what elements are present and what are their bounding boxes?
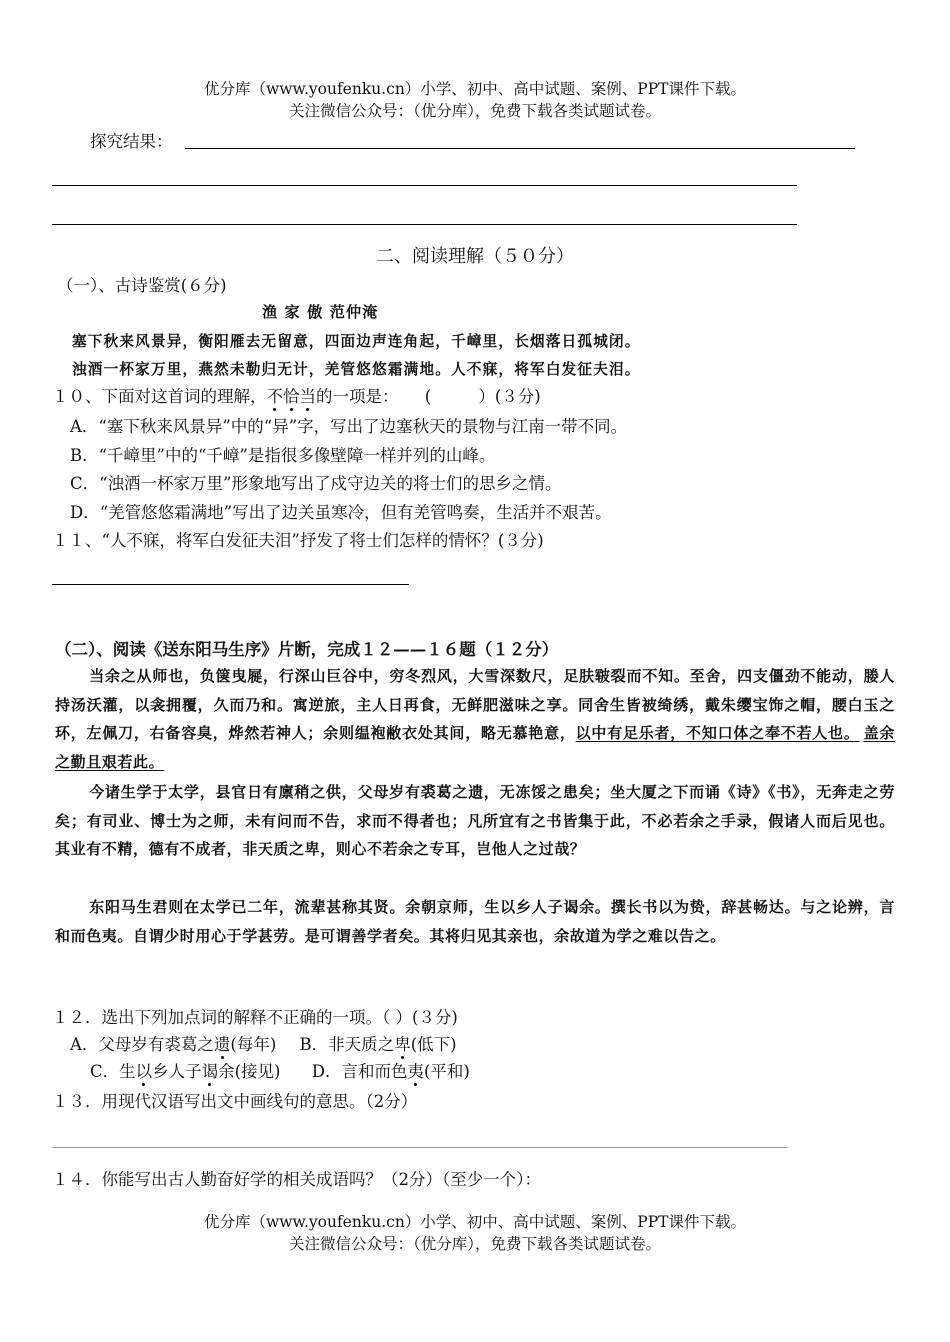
section-title: 二、阅读理解（５０分）	[376, 246, 574, 267]
option-text: (低下)	[410, 1035, 457, 1054]
option-12c	[90, 1062, 281, 1081]
footer-line-2: 关注微信公众号：（优分库），免费下载各类试题试卷。	[288, 1235, 661, 1253]
underlined-sentence: 盖余之勤且艰若此。	[55, 724, 895, 771]
question-11: １１、“人不寐，将军白发征夫泪”抒发了将士们怎样的情怀？(３分)	[52, 531, 544, 550]
poem-title: 渔 家 傲 范仲淹	[262, 303, 379, 321]
question-14: １４．你能写出古人勤奋好学的相关成语吗？（2分）（至少一个）：	[52, 1170, 541, 1189]
poem-line-1: 塞下秋来风景异，衡阳雁去无留意，四面边声连角起，千嶂里，长烟落日孤城闭。	[72, 333, 641, 350]
answer-line	[52, 185, 797, 186]
passage-text: 当余之从师也，负箧曳屣，行深山巨谷中，穷冬烈风，大雪深数尺，足肤皲裂而不知。至舍，四支僵劲不能动，媵人持汤沃灌，以衾拥覆，久而乃和。寓逆旅，主人日再食，无鲜肥滋味之享。同舍生皆被绮绣，戴朱缨宝饰之帽，腰白玉之环，左佩刀，右备容臭，烨然若神人；余则缊袍敝衣处其间，略无慕艳意，	[55, 667, 895, 743]
header-line-2: 关注微信公众号：（优分库），免费下载各类试题试卷。	[288, 102, 661, 120]
dotted-char: 夷	[407, 1062, 424, 1081]
option-text: B．非天质之	[299, 1035, 395, 1054]
question-13: １３．用现代汉语写出文中画线句的意思。（2分）	[52, 1092, 418, 1111]
question-10	[52, 383, 541, 407]
passage-paragraph-1	[55, 662, 895, 776]
part1-label: （一）、古诗鉴赏(６分)	[57, 276, 227, 295]
option-text: A．父母岁有裘葛之	[70, 1035, 214, 1054]
options-12-row2	[90, 1058, 470, 1082]
option-10c: C．“浊酒一杯家万里”形象地写出了戍守边关的将士们的思乡之情。	[70, 474, 562, 493]
underlined-sentence: 以中有足乐者，不知口体之奉不若人也。	[575, 724, 860, 743]
dotted-char: 恰	[283, 387, 300, 406]
options-12-row1	[70, 1031, 457, 1055]
option-text: 余(接见)	[218, 1062, 281, 1081]
passage-text: 东阳马生君则在太学已二年，流辈甚称其贤。余朝京师，生以乡人子谒余。撰长书以为贽，辞甚畅达。与之论辨，言和而色夷。自谓少时用心于学甚劳。是可谓善学者矣。其将归见其亲也，余故道为学之难以告之。	[55, 898, 895, 945]
answer-line	[52, 224, 797, 225]
option-12d	[312, 1062, 470, 1081]
answer-line	[52, 1147, 788, 1148]
option-text: C．生	[90, 1062, 136, 1081]
option-text: 乡人子	[152, 1062, 202, 1081]
dotted-char: 遗	[213, 1035, 231, 1054]
option-12b	[300, 1035, 457, 1054]
passage-paragraph-3	[55, 893, 895, 950]
option-10d: D．“羌管悠悠霜满地”写出了边关虽寒冷，但有羌管鸣奏，生活并不艰苦。	[70, 503, 612, 522]
dotted-char: 以	[135, 1062, 153, 1081]
option-10b: B．“千嶂里”中的“千嶂”是指很多像壁障一样并列的山峰。	[70, 446, 496, 465]
dotted-char: 不	[266, 387, 283, 406]
answer-line	[185, 148, 855, 149]
option-12a	[70, 1035, 276, 1054]
footer-line-1: 优分库（www.youfenku.cn）小学、初中、高中试题、案例、PPT课件下载。	[203, 1213, 747, 1231]
dotted-char: 卑	[394, 1035, 411, 1054]
option-10a: A．“塞下秋来风景异”中的“异”字，写出了边塞秋天的景物与江南一带不同。	[70, 417, 628, 436]
question-10-tail: 的一项是： ( ）(３分)	[316, 387, 541, 406]
header-line-1: 优分库（www.youfenku.cn）小学、初中、高中试题、案例、PPT课件下载。	[203, 80, 747, 98]
passage-paragraph-2	[55, 778, 895, 864]
dotted-char: 谒	[201, 1062, 219, 1081]
result-label: 探究结果：	[90, 132, 173, 151]
option-text: (每年)	[230, 1035, 277, 1054]
question-12: １２．选出下列加点词的解释不正确的一项。（ ）(３分)	[52, 1008, 458, 1027]
dotted-char: 当	[299, 387, 316, 406]
option-text: (平和)	[423, 1062, 470, 1081]
part2-label: （二）、阅读《送东阳马生序》片断，完成１２——１６题（１２分）	[55, 640, 559, 659]
answer-line	[52, 584, 409, 585]
question-10-stem: １０、下面对这首词的理解，	[52, 387, 267, 406]
poem-line-2: 浊酒一杯家万里，燕然未勒归无计，羌管悠悠霜满地。人不寐，将军白发征夫泪。	[72, 361, 641, 378]
option-text: D．言和而色	[311, 1062, 408, 1081]
passage-text: 今诸生学于太学，县官日有廪稍之供，父母岁有裘葛之遗，无冻馁之患矣；坐大厦之下而诵《诗》《书》，无奔走之劳矣；有司业、博士为之师，未有问而不告，求而不得者也；凡所宜有之书皆集于此，不必若余之手录，假诸人而后见也。其业有不精，德有不成者，非天质之卑，则心不若余之专耳，岂他人之过哉？	[55, 783, 895, 859]
